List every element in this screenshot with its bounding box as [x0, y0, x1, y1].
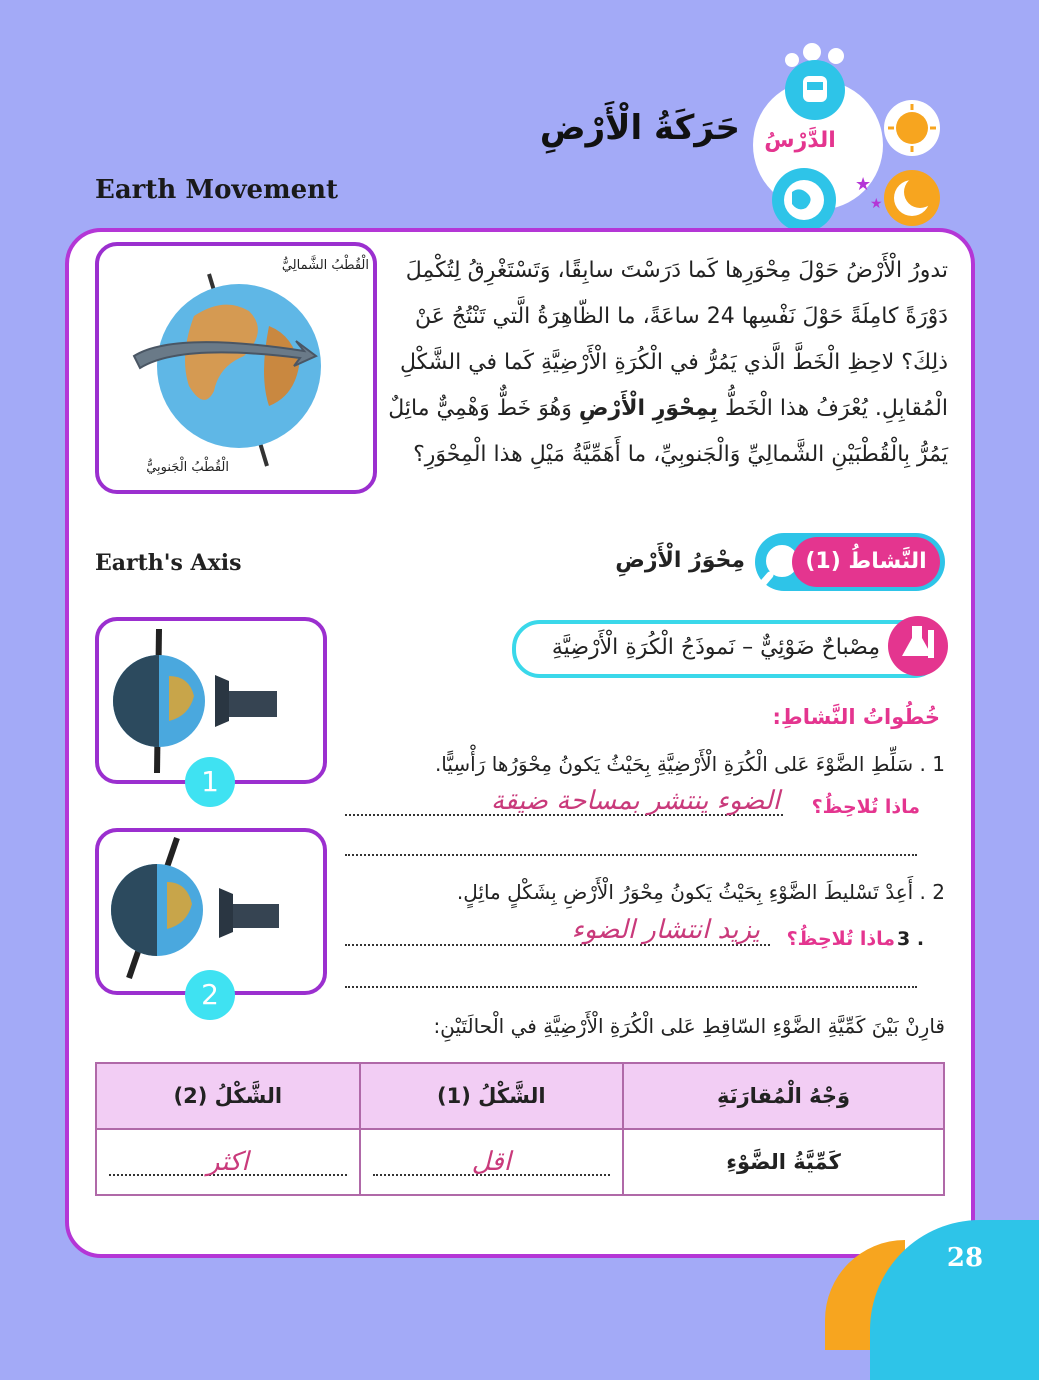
south-pole-label: الْقُطْبُ الْجَنوبِيُّ	[146, 460, 229, 475]
step-2: 2 . أَعِدْ تَسْليطَ الضَّوْءِ بِحَيْثُ يَكونُ مِحْوَرُ الْأَرْضِ بِشَكْلٍ مائِلٍ.	[456, 880, 945, 904]
tools-text: مِصْباحٌ ضَوْئِيٌّ – نَموذَجُ الْكُرَةِ الْأَرْضِيَّةِ	[551, 635, 880, 660]
table-answer-1: اقل	[471, 1147, 511, 1177]
answer-2[interactable]: يزيد انتشار الضوء	[571, 915, 760, 945]
table-header-cell: الشَّكْلُ (1)	[360, 1063, 624, 1129]
answer-line-1b	[345, 854, 917, 856]
globe-figure	[95, 242, 377, 494]
table-answer-cell-2[interactable]	[96, 1129, 360, 1195]
flashlight-icon	[229, 691, 277, 717]
figure-2-number: 2	[185, 970, 235, 1020]
lesson-badge: الدَّرْسُ	[764, 128, 836, 153]
table-row-label: كَمِّيَّةُ الضَّوْءِ	[623, 1129, 944, 1195]
activity-label: النَّشاطُ (1)	[792, 537, 940, 587]
table-answer-cell-1[interactable]	[360, 1129, 624, 1195]
page-number: 28	[946, 1243, 984, 1273]
steps-title: خُطُواتُ النَّشاطِ:	[772, 705, 940, 729]
intro-text-bold: بِمِحْوَرِ الْأَرْضِ	[578, 396, 719, 421]
svg-text:★: ★	[870, 196, 883, 212]
question-2-number: 3 .	[897, 928, 925, 950]
answer-line-2b	[345, 986, 917, 988]
table-header-cell: وَجْهُ الْمُقارَنَةِ	[623, 1063, 944, 1129]
table-row	[96, 1129, 944, 1195]
compare-prompt: قارِنْ بَيْنَ كَمِّيَّةِ الضَّوْءِ السّاقِطِ عَلى الْكُرَةِ الْأَرْضِيَّةِ في الْحالَتَيْنِ:	[433, 1014, 945, 1038]
table-header-row	[96, 1063, 944, 1129]
table-answer-2: اكثر	[206, 1147, 249, 1177]
figure-1-number: 1	[185, 757, 235, 807]
flashlight-icon	[233, 904, 279, 928]
question-2-label: ماذا تُلاحِظُ؟	[786, 928, 895, 950]
activity-title: مِحْوَرُ الْأَرْضِ	[615, 548, 745, 573]
intro-text-part1: تدورُ الْأَرْضُ حَوْلَ مِحْوَرِها كَما دَرَسْتَ سابِقًا، وَتَسْتَغْرِقُ لِتُكْمِلَ دَوْرَةً كامِلَةً حَوْلَ نَفْسِها 24 ساعَةً، ما الظّاهِرَةُ الَّتي تَنْتُجُ عَنْ ذلِكَ؟ لاحِظِ الْخَطَّ الَّذي يَمُرُّ في الْكُرَةِ الْأَرْضِيَّةِ كَما في الشَّكْلِ الْمُقابِلِ. يُعْرَفُ هذا الْخَطُّ	[399, 258, 948, 421]
north-pole-label: الْقُطْبُ الشَّمالِيُّ	[281, 258, 369, 273]
question-1-label: ماذا تُلاحِظُ؟	[811, 796, 920, 818]
table-header-cell: الشَّكْلُ (2)	[96, 1063, 360, 1129]
intro-paragraph	[388, 248, 948, 478]
answer-1[interactable]: الضوء ينتشر بمساحة ضيقة	[490, 786, 780, 816]
step-1: 1 . سَلِّطِ الضَّوْءَ عَلى الْكُرَةِ الْأَرْضِيَّةِ بِحَيْثُ يَكونُ مِحْوَرُها رَأْسِيًّا.	[434, 752, 945, 776]
svg-text:★: ★	[855, 174, 872, 195]
comparison-table	[95, 1062, 945, 1196]
english-title: Earth Movement	[95, 175, 339, 205]
flask-icon	[888, 610, 948, 680]
activity-title-en: Earth's Axis	[95, 550, 242, 576]
page-title: حَرَكَةُ الْأَرْضِ	[539, 108, 740, 148]
intro-text-part2: وَهُوَ خَطٌّ وَهْمِيٌّ مائِلٌ يَمُرُّ بِالْقُطْبَيْنِ الشَّمالِيِّ وَالْجَنوبِيِّ، ما أَهَمِّيَّةُ مَيْلِ هذا الْمِحْوَرِ؟	[388, 396, 948, 467]
